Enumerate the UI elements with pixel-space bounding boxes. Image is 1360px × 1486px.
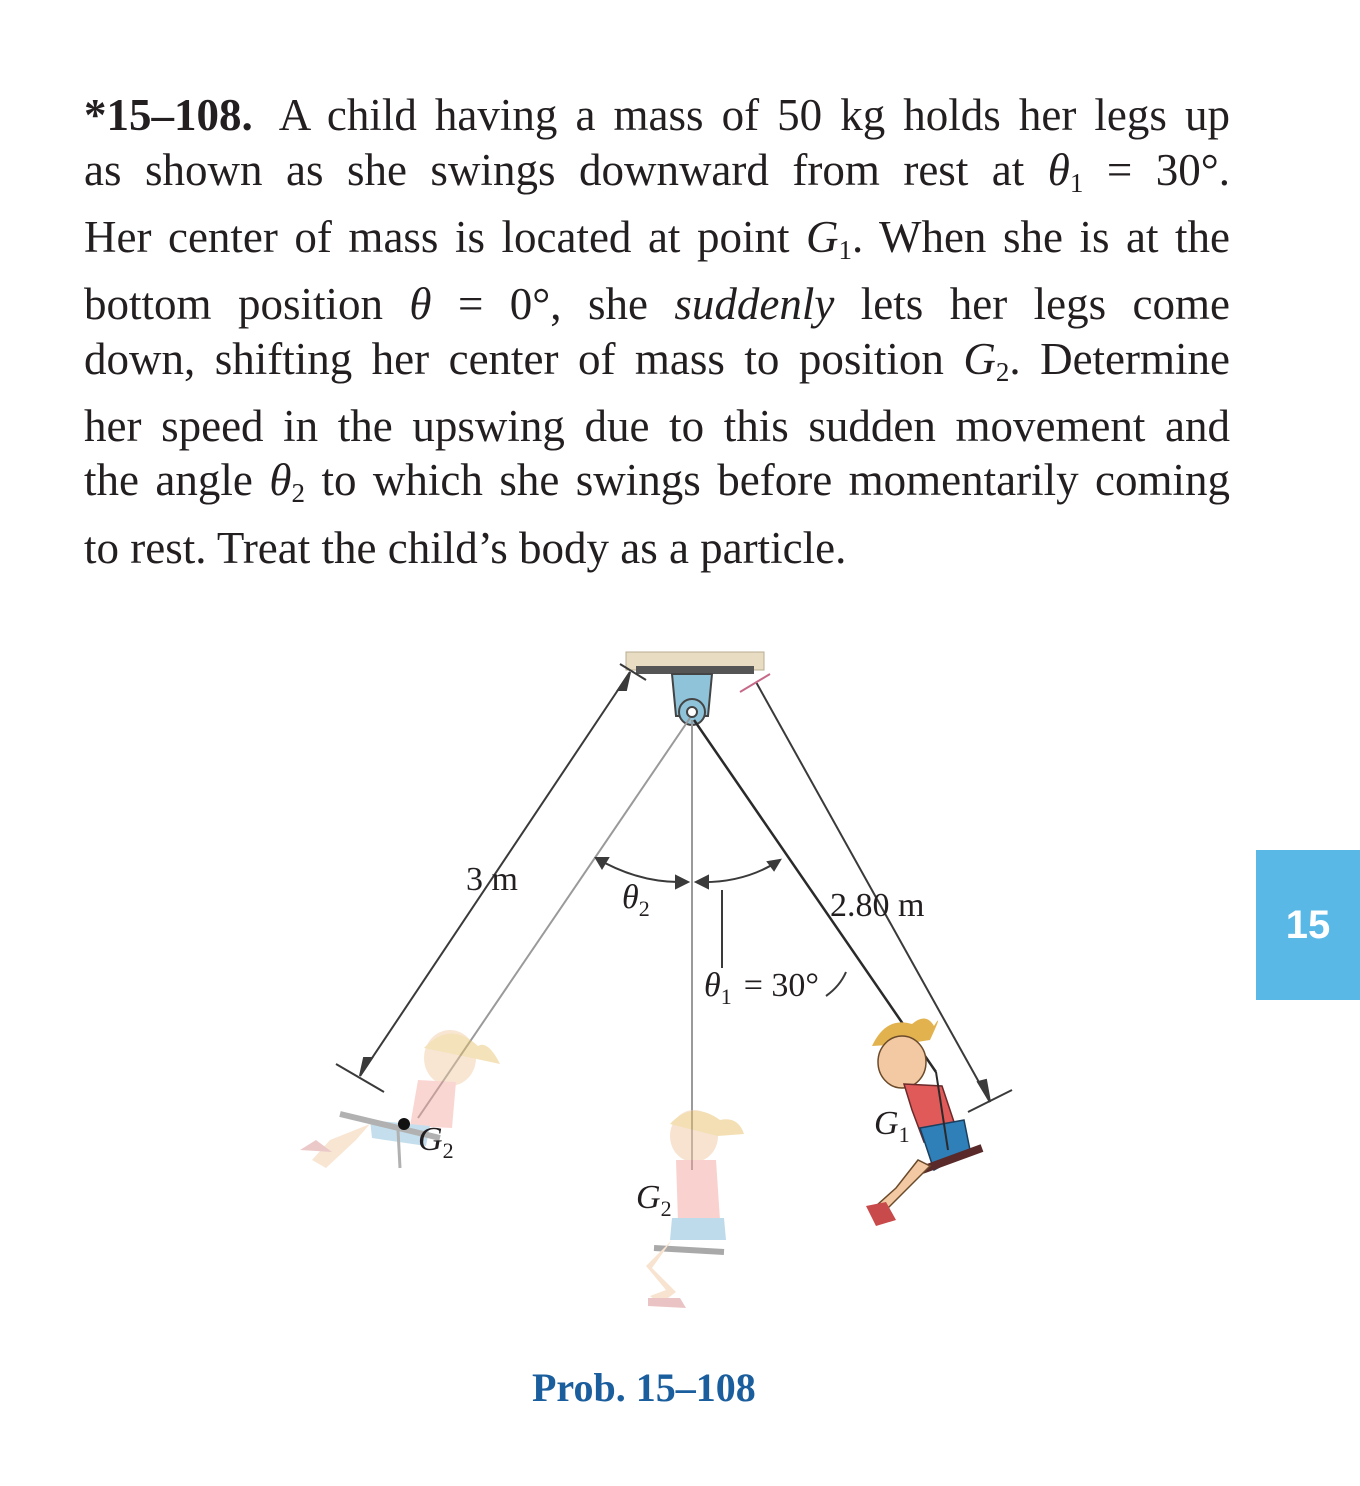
problem-line-2: as shown as she swings downward from rest at $\theta_1 = 30^\circ$. — [84, 144, 1231, 198]
problem-line-4: bottom position θ = 0°, she suddenly lets her legs come — [84, 279, 1230, 329]
label-g2-center: $G_2$ — [636, 1179, 672, 1221]
ropes — [418, 718, 936, 1170]
label-280m: 2.80 m — [830, 887, 925, 924]
arc-theta2 — [596, 858, 688, 882]
problem-line-8: to rest. Treat the child’s body as a particle. — [84, 522, 847, 573]
label-theta2: $\theta_2$ — [622, 879, 650, 921]
label-g2-left: $G_2$ — [418, 1121, 454, 1163]
figure-caption: Prob. 15–108 — [532, 1365, 756, 1410]
ceiling-mount — [626, 652, 764, 725]
problem-line-5: down, shifting her center of mass to position $G_2$. Determine — [84, 333, 1230, 387]
chapter-number: 15 — [1285, 902, 1331, 947]
chapter-tab — [1256, 850, 1360, 1000]
label-g1: $G_1$ — [874, 1105, 910, 1147]
arc-theta1-small — [826, 972, 846, 996]
label-3m: 3 m — [466, 861, 518, 898]
problem-line-3: Her center of mass is located at point $G_1$. When she is at the — [84, 211, 1230, 265]
g2-left-point — [398, 1118, 410, 1130]
child-left-faded — [300, 1030, 500, 1168]
problem-line-1: *15–108. A child having a mass of 50 kg holds her legs up — [84, 90, 1230, 140]
label-theta1: $\theta_1 = 30^\circ$ — [704, 967, 819, 1009]
problem-line-7: the angle $\theta_2$ to which she swings before momentarily coming — [84, 455, 1231, 508]
problem-number: *15–108. — [84, 90, 253, 140]
problem-line-6: her speed in the upswing due to this sudden movement and — [84, 400, 1230, 451]
